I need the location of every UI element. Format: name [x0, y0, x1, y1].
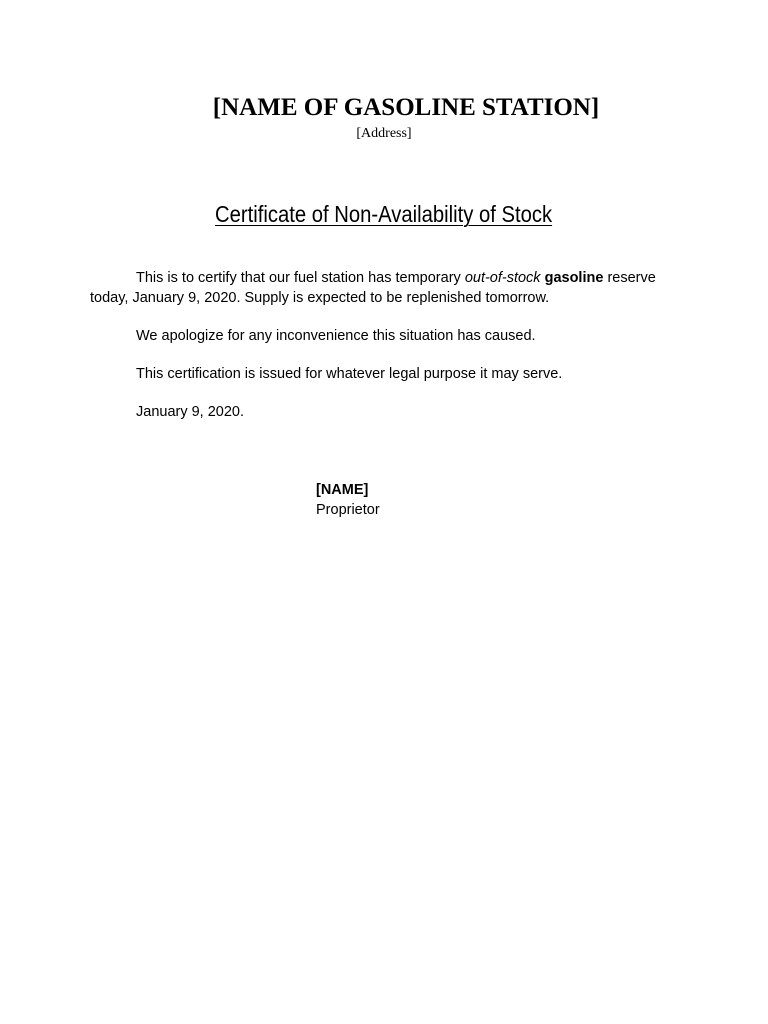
- paragraph-apology: We apologize for any inconvenience this situation has caused.: [136, 328, 536, 344]
- certificate-title-text: Certificate of Non-Availability of Stock: [215, 201, 553, 227]
- certificate-title: [0, 199, 768, 229]
- station-name: [NAME OF GASOLINE STATION]: [212, 94, 600, 121]
- paragraph-certify: [90, 268, 690, 308]
- certify-text-bold: gasoline: [544, 270, 604, 286]
- document-date: January 9, 2020.: [136, 404, 245, 420]
- signature-block: [316, 480, 380, 520]
- paragraph-certify-line-1: [90, 268, 690, 288]
- signatory-name: [NAME]: [316, 482, 369, 498]
- certify-text-c: reserve: [603, 270, 656, 286]
- certify-text-a: This is to certify that our fuel station has temporary: [136, 270, 465, 286]
- paragraph-purpose: This certification is issued for whatever legal purpose it may serve.: [136, 366, 563, 382]
- signatory-title: Proprietor: [316, 502, 380, 518]
- certify-text-italic: out-of-stock: [464, 270, 541, 286]
- station-address: [Address]: [356, 126, 412, 141]
- paragraph-certify-line-2: today, January 9, 2020. Supply is expected to be replenished tomorrow.: [90, 290, 550, 306]
